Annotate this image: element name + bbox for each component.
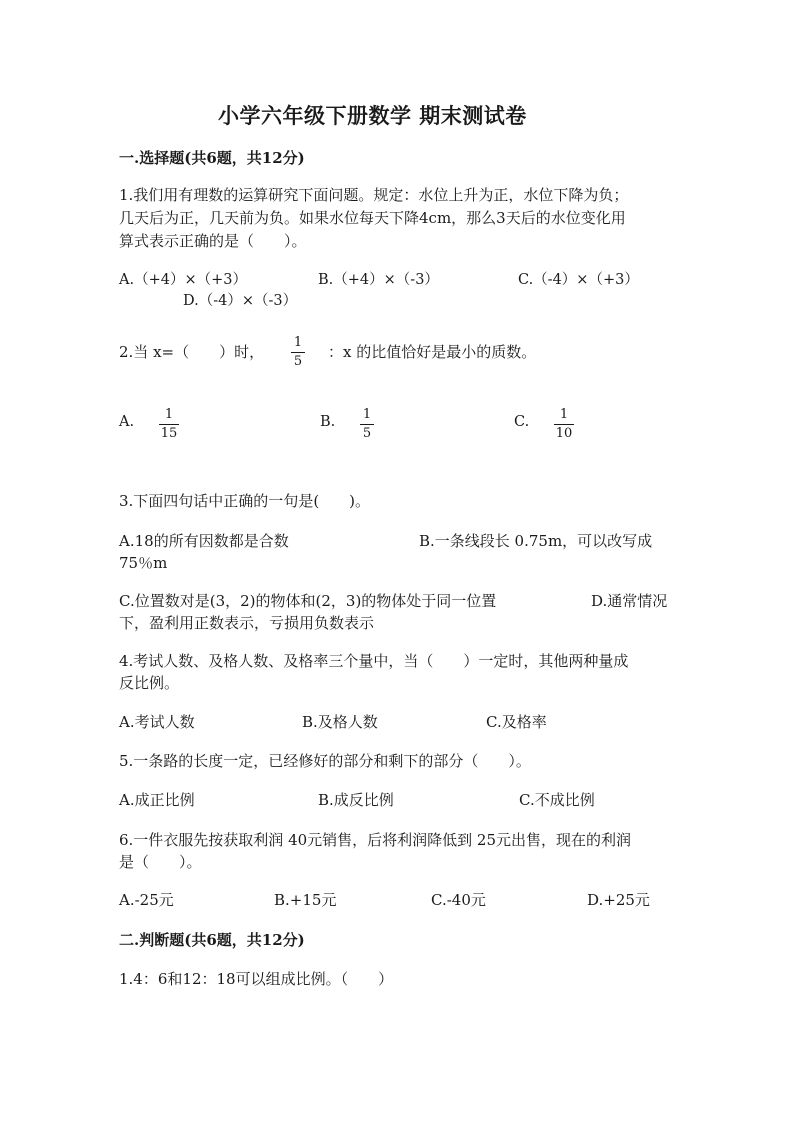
question-text-line: 1.我们用有理数的运算研究下面问题。规定：水位上升为正，水位下降为负； (119, 186, 629, 204)
fraction-denominator: 5 (362, 426, 372, 441)
option-d-continued: 下，盈利用正数表示，亏损用负数表示 (119, 614, 375, 632)
question-text: ：x 的比值恰好是最小的质数。 (328, 343, 537, 361)
question-text-line: 几天后为正，几天前为负。如果水位每天下降4cm，那么3天后的水位变化用 (119, 209, 626, 227)
fraction (291, 336, 305, 369)
true-false-question-1: 1.4：6和12：18可以组成比例。（ ） (119, 970, 394, 988)
option-d: D.通常情况 (591, 592, 668, 610)
page-title: 小学六年级下册数学 期末测试卷 (218, 103, 527, 128)
option-b: B.成反比例 (318, 791, 394, 809)
fraction-numerator: 1 (362, 407, 372, 422)
fraction-denominator: 15 (160, 426, 178, 441)
option-b: B.及格人数 (302, 713, 378, 731)
option-b: B.+15元 (274, 891, 337, 909)
fraction-numerator: 1 (164, 407, 174, 422)
fraction-bar (360, 424, 374, 425)
option-c-fraction (554, 408, 574, 441)
fraction-bar (554, 424, 574, 425)
fraction-denominator: 5 (293, 354, 303, 369)
option-d: D.+25元 (587, 891, 650, 909)
option-b-fraction (360, 408, 374, 441)
question-text-line: 4.考试人数、及格人数、及格率三个量中，当（ ）一定时，其他两种量成 (119, 652, 629, 670)
option-b-label: B. (320, 414, 336, 430)
option-c-label: C. (514, 414, 530, 430)
option-c: C.-40元 (431, 891, 486, 909)
fraction-denominator: 10 (555, 426, 573, 441)
fraction-bar (159, 424, 179, 425)
option-a: A.-25元 (119, 891, 174, 909)
option-b: B.一条线段长 0.75m，可以改写成 (419, 532, 653, 550)
option-b: B.（+4）×（-3） (318, 272, 439, 288)
option-a-label: A. (119, 414, 135, 430)
option-a: A.18的所有因数都是合数 (119, 532, 289, 550)
option-a: A.考试人数 (119, 713, 195, 731)
question-text: 5.一条路的长度一定，已经修好的部分和剩下的部分（ ）。 (119, 752, 531, 770)
question-text-line: 是（ ）。 (119, 853, 202, 871)
option-b-continued: 75％m (119, 554, 168, 572)
option-a-fraction (159, 408, 179, 441)
option-a: A.成正比例 (119, 791, 195, 809)
fraction-numerator: 1 (559, 407, 569, 422)
question-text: 3.下面四句话中正确的一句是( )。 (119, 492, 371, 510)
option-c: C.及格率 (486, 713, 547, 731)
option-a: A.（+4）×（+3） (119, 272, 247, 288)
option-c: C.不成比例 (519, 791, 595, 809)
question-text-line: 反比例。 (119, 674, 180, 692)
fraction-bar (291, 352, 305, 353)
option-d: D.（-4）×（-3） (183, 293, 298, 309)
option-c: C.（-4）×（+3） (518, 272, 639, 288)
question-text-line: 算式表示正确的是（ ）。 (119, 232, 307, 250)
section-heading-choice: 一.选择题(共6题，共12分) (119, 149, 305, 167)
question-text-line: 6.一件衣服先按获取利润 40元销售，后将利润降低到 25元出售，现在的利润 (119, 831, 632, 849)
question-text: 2.当 x=（ ）时， (119, 343, 265, 361)
section-heading-true-false: 二.判断题(共6题，共12分) (119, 931, 305, 949)
fraction-numerator: 1 (293, 335, 303, 350)
option-c: C.位置数对是(3，2)的物体和(2，3)的物体处于同一位置 (119, 592, 497, 610)
